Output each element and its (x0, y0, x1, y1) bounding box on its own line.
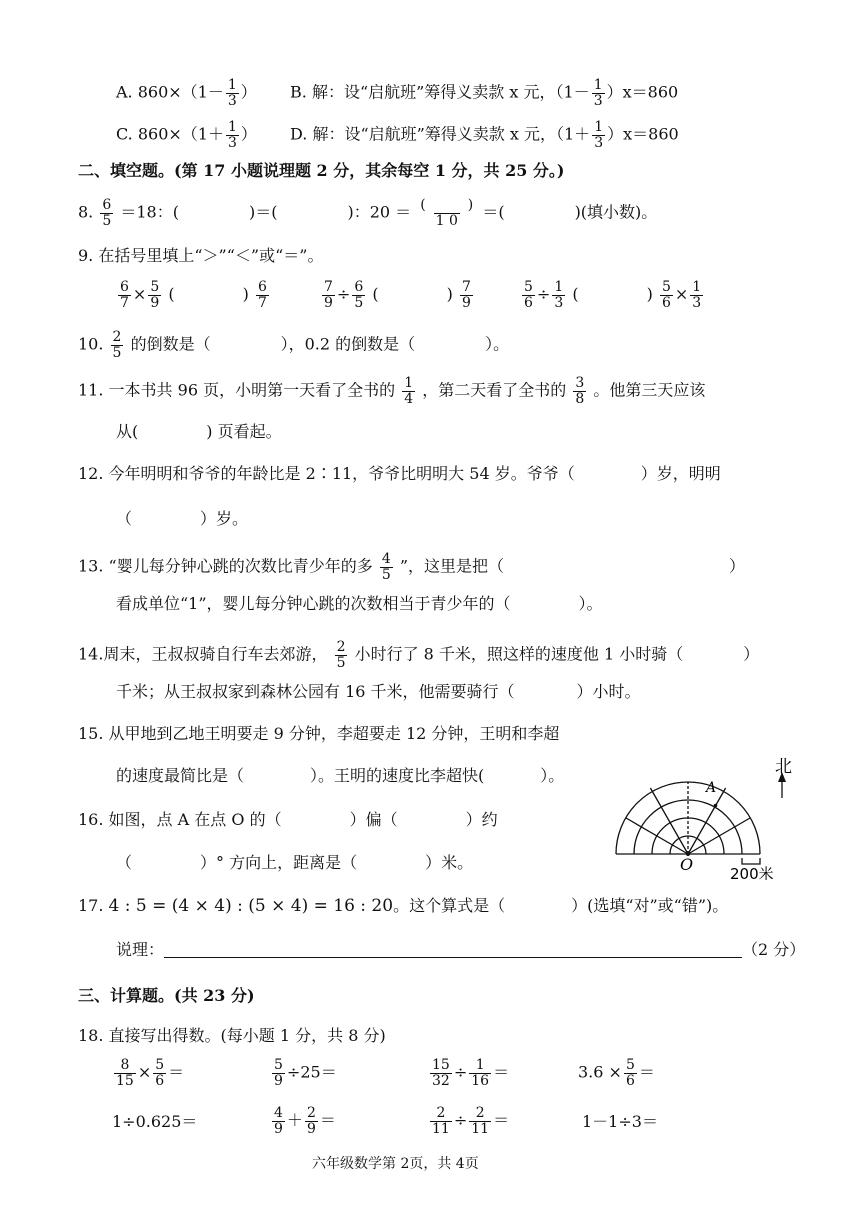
fraction (272, 1058, 285, 1088)
ray (650, 788, 688, 854)
question-text: （ (116, 509, 133, 528)
option-expr: 860×（1＋ (137, 124, 224, 144)
fraction (114, 1058, 136, 1088)
denominator: 3 (692, 294, 702, 311)
question-text: 。这个算式是（ (393, 896, 506, 915)
numerator: 3 (575, 375, 585, 391)
option-a (116, 78, 257, 108)
question-text: 在括号里填上“＞”“＜”或“＝”。 (98, 246, 324, 265)
question-text: 周末，王叔叔骑自行车去郊游， (103, 644, 328, 664)
fraction (430, 1058, 452, 1088)
page-footer: 六年级数学第 2页，共 4页 (312, 1156, 479, 1172)
question-text: )＝( (248, 202, 278, 222)
denominator: 6 (625, 1072, 635, 1089)
fraction (690, 280, 703, 310)
fraction (226, 120, 239, 150)
paren: ) (646, 284, 653, 304)
direction-diagram (612, 758, 802, 880)
fraction (660, 280, 673, 310)
question-text: ＝( (482, 202, 505, 222)
denominator: 3 (228, 134, 237, 151)
option-b (290, 78, 678, 108)
equals: ＝ (493, 1110, 510, 1130)
calc-8: 1－1÷3＝ (582, 1112, 658, 1131)
scale-label: 200米 (730, 865, 774, 880)
question-text: 今年明明和爷爷的年龄比是 2∶11，爷爷比明明大 54 岁。爷爷（ (108, 464, 575, 483)
fraction (522, 280, 535, 310)
numerator: 2 (306, 1105, 316, 1121)
ray (626, 818, 688, 854)
fraction (592, 78, 605, 108)
option-label: C. (116, 124, 133, 144)
numerator: 2 (336, 639, 346, 655)
numerator: 5 (661, 279, 671, 295)
option-text: 解：设“启航班”筹得义卖款 x 元，（1＋ (312, 124, 591, 144)
equation: 4 : 5 = (4 × 4) : (5 × 4) = 16 : 20 (108, 896, 394, 916)
calc-6 (270, 1106, 336, 1136)
numerator: 2 (436, 1105, 446, 1121)
denominator: 9 (324, 294, 333, 311)
paren: ) (242, 284, 249, 304)
denominator: 9 (461, 294, 471, 311)
fraction (148, 280, 161, 310)
question-number: 8. (78, 202, 94, 222)
question-text: （ (116, 853, 133, 872)
equals: ＝ (319, 1110, 336, 1130)
explain-label: 说理： (116, 940, 165, 959)
option-label: B. (290, 82, 307, 102)
fraction (272, 1106, 285, 1136)
numerator: 8 (120, 1057, 130, 1073)
denominator: 6 (524, 294, 533, 311)
fraction (256, 280, 269, 310)
denominator: 15 (116, 1072, 134, 1089)
calc-4 (578, 1058, 655, 1088)
option-expr: ） (240, 124, 257, 144)
numerator: 1 (227, 77, 237, 93)
denominator: 7 (120, 294, 129, 311)
question-text: ）岁，明明 (640, 464, 721, 483)
denominator: 4 (404, 390, 414, 407)
denominator: 5 (112, 344, 122, 361)
question-16-line2 (116, 855, 473, 871)
numerator: 1 (594, 119, 604, 135)
compare-b (320, 280, 475, 310)
numerator: 1 (692, 279, 702, 295)
numerator: 1 (554, 279, 564, 295)
denominator: 9 (274, 1072, 283, 1089)
denominator: 5 (354, 294, 364, 311)
question-text: ）(选填“对”或“错”)。 (571, 896, 729, 915)
point-a-label: A (706, 780, 717, 796)
ray (688, 788, 726, 854)
fraction (153, 1058, 166, 1088)
question-text: “婴儿每分钟心跳的次数比青少年的多 (108, 556, 373, 576)
expression: 3.6 × (578, 1062, 622, 1082)
operator: ÷ (536, 284, 551, 304)
numerator[interactable]: ( ) (420, 197, 474, 213)
question-13-line2 (116, 596, 603, 612)
question-number: 18. (78, 1026, 104, 1045)
paren: ( (572, 284, 579, 304)
question-number: 13. (78, 556, 104, 576)
option-expr: ） (240, 82, 257, 102)
fraction (100, 198, 113, 228)
question-10 (78, 330, 509, 360)
question-text: 一本书共 96 页，小明第一天看了全书的 (108, 380, 396, 400)
option-c (116, 120, 257, 150)
option-label: A. (116, 82, 133, 102)
question-text: 从甲地到乙地王明要走 9 分钟，李超要走 12 分钟，王明和李超 (108, 724, 560, 743)
fraction (552, 280, 565, 310)
question-number: 14. (78, 644, 104, 664)
compare-c (520, 280, 705, 310)
question-9 (78, 248, 323, 264)
fraction (460, 280, 473, 310)
fraction (111, 330, 124, 360)
operator: ÷ (453, 1110, 468, 1130)
numerator: 4 (274, 1105, 283, 1121)
numerator: 5 (155, 1057, 165, 1073)
option-d (290, 120, 679, 150)
option-text: ）x＝860 (607, 124, 679, 144)
operator: × (137, 1062, 152, 1082)
compare-a (116, 280, 271, 310)
numerator: 7 (461, 279, 471, 295)
question-number: 12. (78, 464, 104, 483)
question-12 (78, 466, 721, 482)
numerator: 15 (432, 1057, 450, 1073)
operator: ÷ (453, 1062, 468, 1082)
denominator: 16 (471, 1072, 490, 1089)
question-text: ，第二天看了全书的 (422, 380, 567, 400)
question-text: ）偏（ (349, 810, 398, 829)
fraction (592, 120, 605, 150)
point-o-label: O (680, 855, 694, 874)
operator: × (132, 284, 147, 304)
question-text: ），0.2 的倒数是（ (280, 334, 416, 354)
denominator: 5 (336, 654, 346, 671)
operator: ÷ (336, 284, 351, 304)
question-text: 的倒数是（ (130, 334, 211, 354)
question-text: ＝18：( (120, 202, 179, 222)
equals: ＝ (168, 1062, 185, 1082)
question-number: 15. (78, 724, 104, 743)
question-text: 看成单位“1”，婴儿每分钟心跳的次数相当于青少年的（ (116, 594, 511, 613)
denominator: 5 (381, 566, 391, 583)
fraction (380, 552, 393, 582)
numerator: 5 (274, 1057, 283, 1073)
numerator: 6 (102, 197, 112, 213)
denominator: 3 (554, 294, 564, 311)
question-number: 16. (78, 810, 104, 829)
question-text: 千米；从王叔叔家到森林公园有 16 千米，他需要骑行（ (116, 682, 515, 701)
option-expr: 860×（1－ (137, 82, 224, 102)
paren: ( (372, 284, 379, 304)
calc-5: 1÷0.625＝ (112, 1112, 198, 1131)
numerator: 1 (228, 119, 237, 135)
paren: ) (446, 284, 453, 304)
question-text: ）。王明的速度比李超快( (310, 766, 485, 785)
question-text: ）。 (485, 334, 510, 354)
denominator: 11 (471, 1120, 490, 1137)
operator: × (674, 284, 689, 304)
operator: ＋ (286, 1110, 303, 1130)
numerator: 6 (257, 279, 267, 295)
denominator: 11 (432, 1120, 450, 1137)
question-text: ） (743, 644, 760, 664)
denominator: 3 (593, 92, 603, 109)
numerator: 6 (354, 279, 364, 295)
question-text: ）° 方向上，距离是（ (200, 853, 358, 872)
fraction (430, 1106, 452, 1136)
equals: ＝ (638, 1062, 655, 1082)
numerator: 1 (404, 375, 414, 391)
question-text: ”，这里是把（ (399, 556, 505, 576)
question-number: 10. (78, 334, 104, 354)
fraction (573, 376, 586, 406)
question-14 (78, 640, 759, 670)
denominator: 8 (575, 390, 585, 407)
numerator: 2 (475, 1105, 485, 1121)
question-text: 从( (116, 422, 139, 441)
question-number: 17. (78, 896, 104, 915)
question-17 (78, 898, 728, 915)
question-text: ) 页看起。 (206, 422, 282, 441)
question-text: ）。 (578, 594, 603, 613)
question-16 (78, 812, 498, 828)
denominator: 9 (150, 294, 160, 311)
question-12-line2 (116, 511, 248, 527)
numerator: 7 (324, 279, 333, 295)
paren: ( (168, 284, 175, 304)
question-text: 的速度最简比是（ (116, 766, 245, 785)
fraction (469, 1058, 491, 1088)
numerator: 5 (625, 1057, 635, 1073)
fraction (469, 1106, 491, 1136)
question-text: )：20 ＝ (347, 202, 412, 222)
calc-7 (428, 1106, 509, 1136)
fraction (322, 280, 335, 310)
option-text: 解：设“启航班”筹得义卖款 x 元，（1－ (311, 82, 590, 102)
fraction (402, 376, 415, 406)
denominator: 3 (594, 134, 604, 151)
question-text: )(填小数)。 (574, 202, 658, 222)
question-text: ）米。 (425, 853, 474, 872)
section-title: 三、计算题。(共 23 分) (78, 986, 255, 1005)
question-15 (78, 726, 559, 742)
denominator: 7 (257, 294, 267, 311)
question-text: ）约 (465, 810, 498, 829)
numerator: 4 (381, 551, 391, 567)
fraction (624, 1058, 637, 1088)
expression: ÷25＝ (286, 1062, 337, 1082)
scale-bar (742, 858, 760, 864)
question-text: ）岁。 (200, 509, 249, 528)
question-17-explain (116, 942, 805, 958)
score-note: （2 分） (742, 940, 806, 959)
denominator: 5 (102, 212, 112, 229)
question-number: 11. (78, 380, 104, 400)
option-label: D. (290, 124, 308, 144)
numerator: 5 (150, 279, 160, 295)
question-11 (78, 376, 705, 406)
fraction (305, 1106, 318, 1136)
numerator: 2 (112, 329, 122, 345)
question-18 (78, 1028, 386, 1044)
question-text: 。他第三天应该 (593, 380, 706, 400)
numerator: 1 (475, 1057, 485, 1073)
denominator: 6 (155, 1072, 165, 1089)
point-a (714, 804, 718, 808)
explain-line[interactable] (164, 943, 742, 958)
fraction (226, 78, 239, 108)
calc-2 (270, 1058, 337, 1088)
question-text: 直接写出得数。(每小题 1 分，共 8 分) (108, 1026, 386, 1045)
numerator: 6 (120, 279, 129, 295)
calc-3 (428, 1058, 509, 1088)
question-text: 如图，点 A 在点 O 的（ (108, 810, 282, 829)
fraction (118, 280, 131, 310)
fraction (418, 198, 475, 228)
question-11-line2 (116, 424, 282, 440)
question-text: ） (729, 556, 746, 576)
question-number: 9. (78, 246, 94, 265)
question-text: 小时行了 8 千米，照这样的速度他 1 小时骑（ (354, 644, 684, 664)
question-13 (78, 552, 745, 582)
denominator: 32 (432, 1072, 450, 1089)
question-text: ）。 (540, 766, 565, 785)
equals: ＝ (493, 1062, 510, 1082)
calc-1 (112, 1058, 184, 1088)
fraction (335, 640, 348, 670)
denominator: 9 (306, 1120, 316, 1137)
denominator: 3 (227, 92, 237, 109)
numerator: 1 (593, 77, 603, 93)
option-text: ）x＝860 (606, 82, 679, 102)
numerator: 5 (524, 279, 533, 295)
section-title: 二、填空题。(第 17 小题说理题 2 分，其余每空 1 分，共 25 分。) (78, 161, 565, 180)
north-label: 北 (775, 758, 792, 777)
denominator: 1 0 (435, 212, 458, 229)
fraction (352, 280, 365, 310)
denominator: 9 (274, 1120, 283, 1137)
question-text: ）小时。 (576, 682, 641, 701)
question-15-line2 (116, 768, 564, 784)
denominator: 6 (661, 294, 671, 311)
ray (688, 818, 750, 854)
question-14-line2 (116, 684, 641, 700)
question-8 (78, 198, 657, 228)
